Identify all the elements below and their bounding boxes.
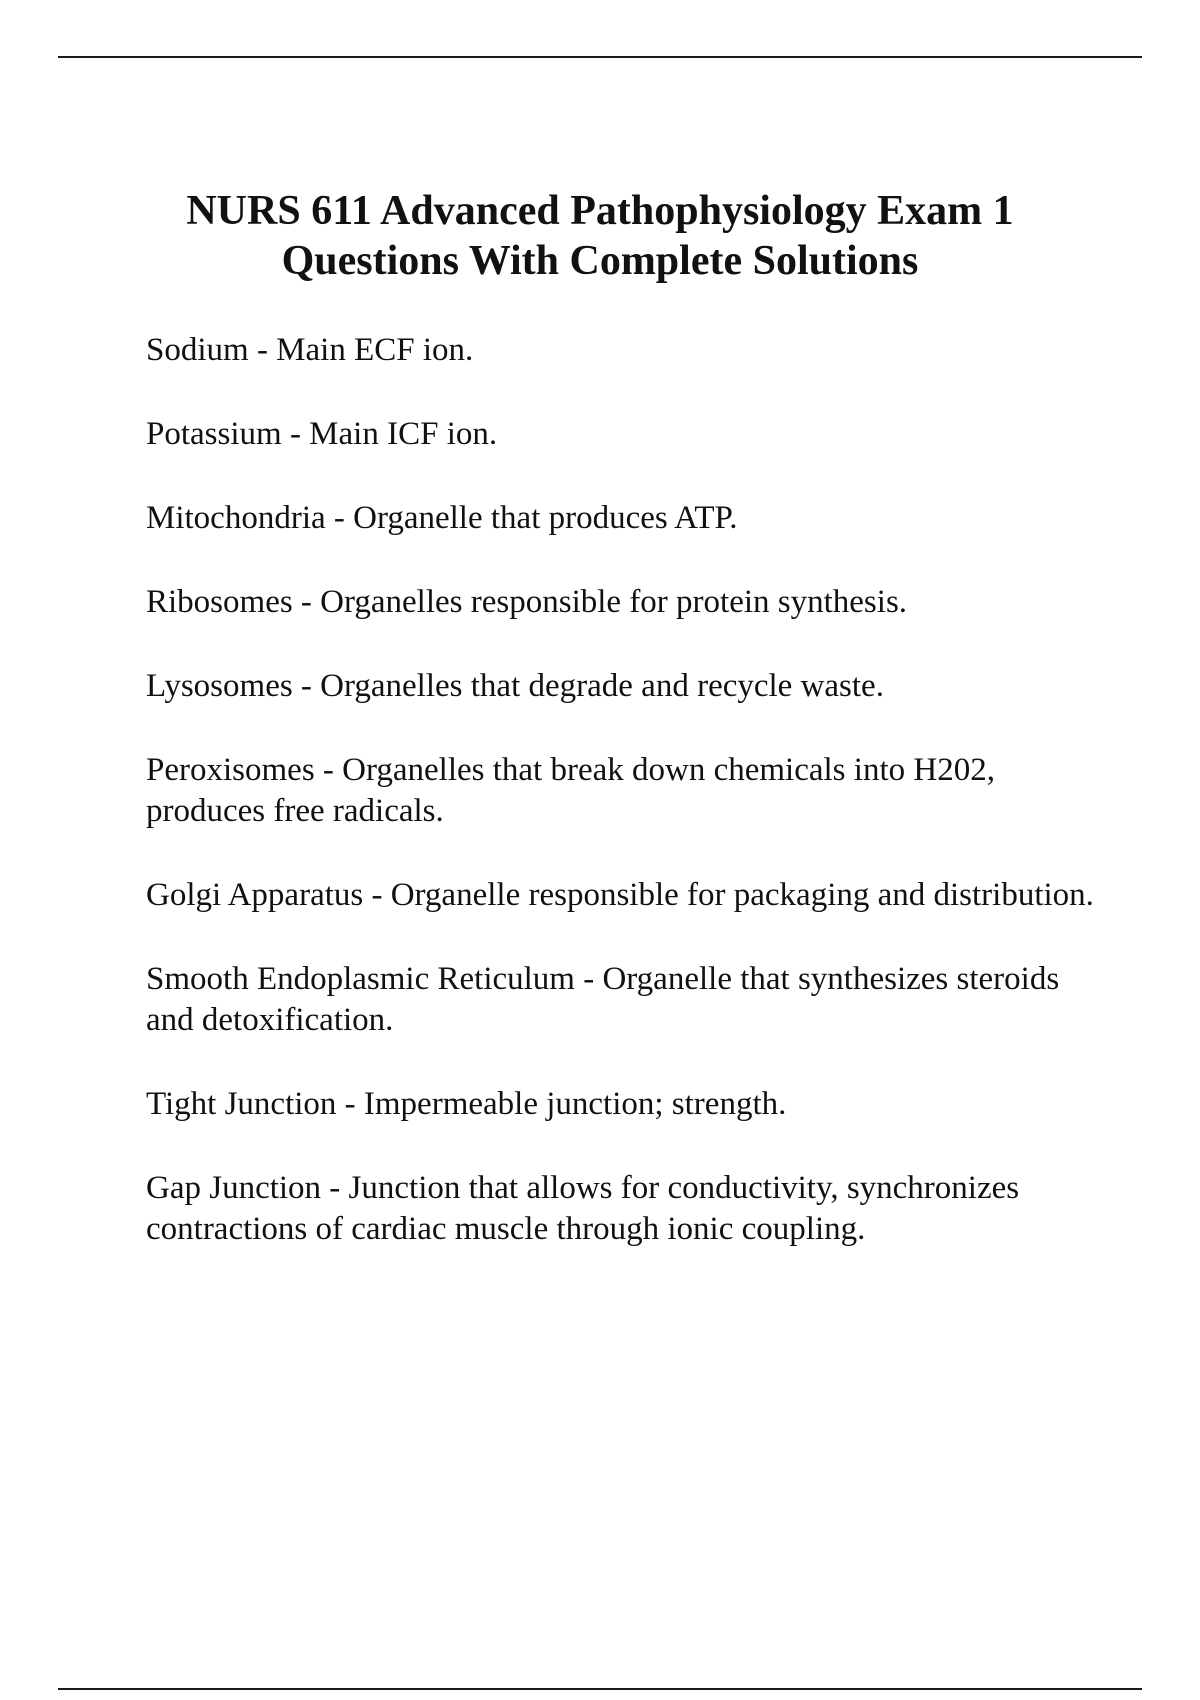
footer-rule bbox=[58, 1688, 1142, 1690]
qa-item-tight-junction: Tight Junction - Impermeable junction; strength. bbox=[146, 1086, 787, 1122]
qa-item-sodium: Sodium - Main ECF ion. bbox=[146, 332, 474, 368]
qa-item-peroxisomes: Peroxisomes - Organelles that break down chemicals into H202, produces free radicals. bbox=[146, 752, 995, 829]
qa-item-mitochondria: Mitochondria - Organelle that produces ATP. bbox=[146, 500, 738, 536]
header-rule bbox=[58, 56, 1142, 58]
qa-item-golgi-apparatus: Golgi Apparatus - Organelle responsible for packaging and distribution. bbox=[146, 877, 1094, 913]
qa-item-gap-junction: Gap Junction - Junction that allows for conductivity, synchronizes contractions of cardiac muscle through ionic coupling. bbox=[146, 1170, 1020, 1247]
qa-item-ribosomes: Ribosomes - Organelles responsible for protein synthesis. bbox=[146, 584, 908, 620]
document-title-line-1: NURS 611 Advanced Pathophysiology Exam 1 bbox=[186, 188, 1014, 234]
qa-item-smooth-er: Smooth Endoplasmic Reticulum - Organelle that synthesizes steroids and detoxification. bbox=[146, 961, 1060, 1038]
qa-item-potassium: Potassium - Main ICF ion. bbox=[146, 416, 498, 452]
document-title bbox=[100, 186, 1100, 286]
document-title-line-2: Questions With Complete Solutions bbox=[281, 238, 919, 284]
qa-list bbox=[146, 330, 1096, 1293]
qa-item-lysosomes: Lysosomes - Organelles that degrade and recycle waste. bbox=[146, 668, 884, 704]
